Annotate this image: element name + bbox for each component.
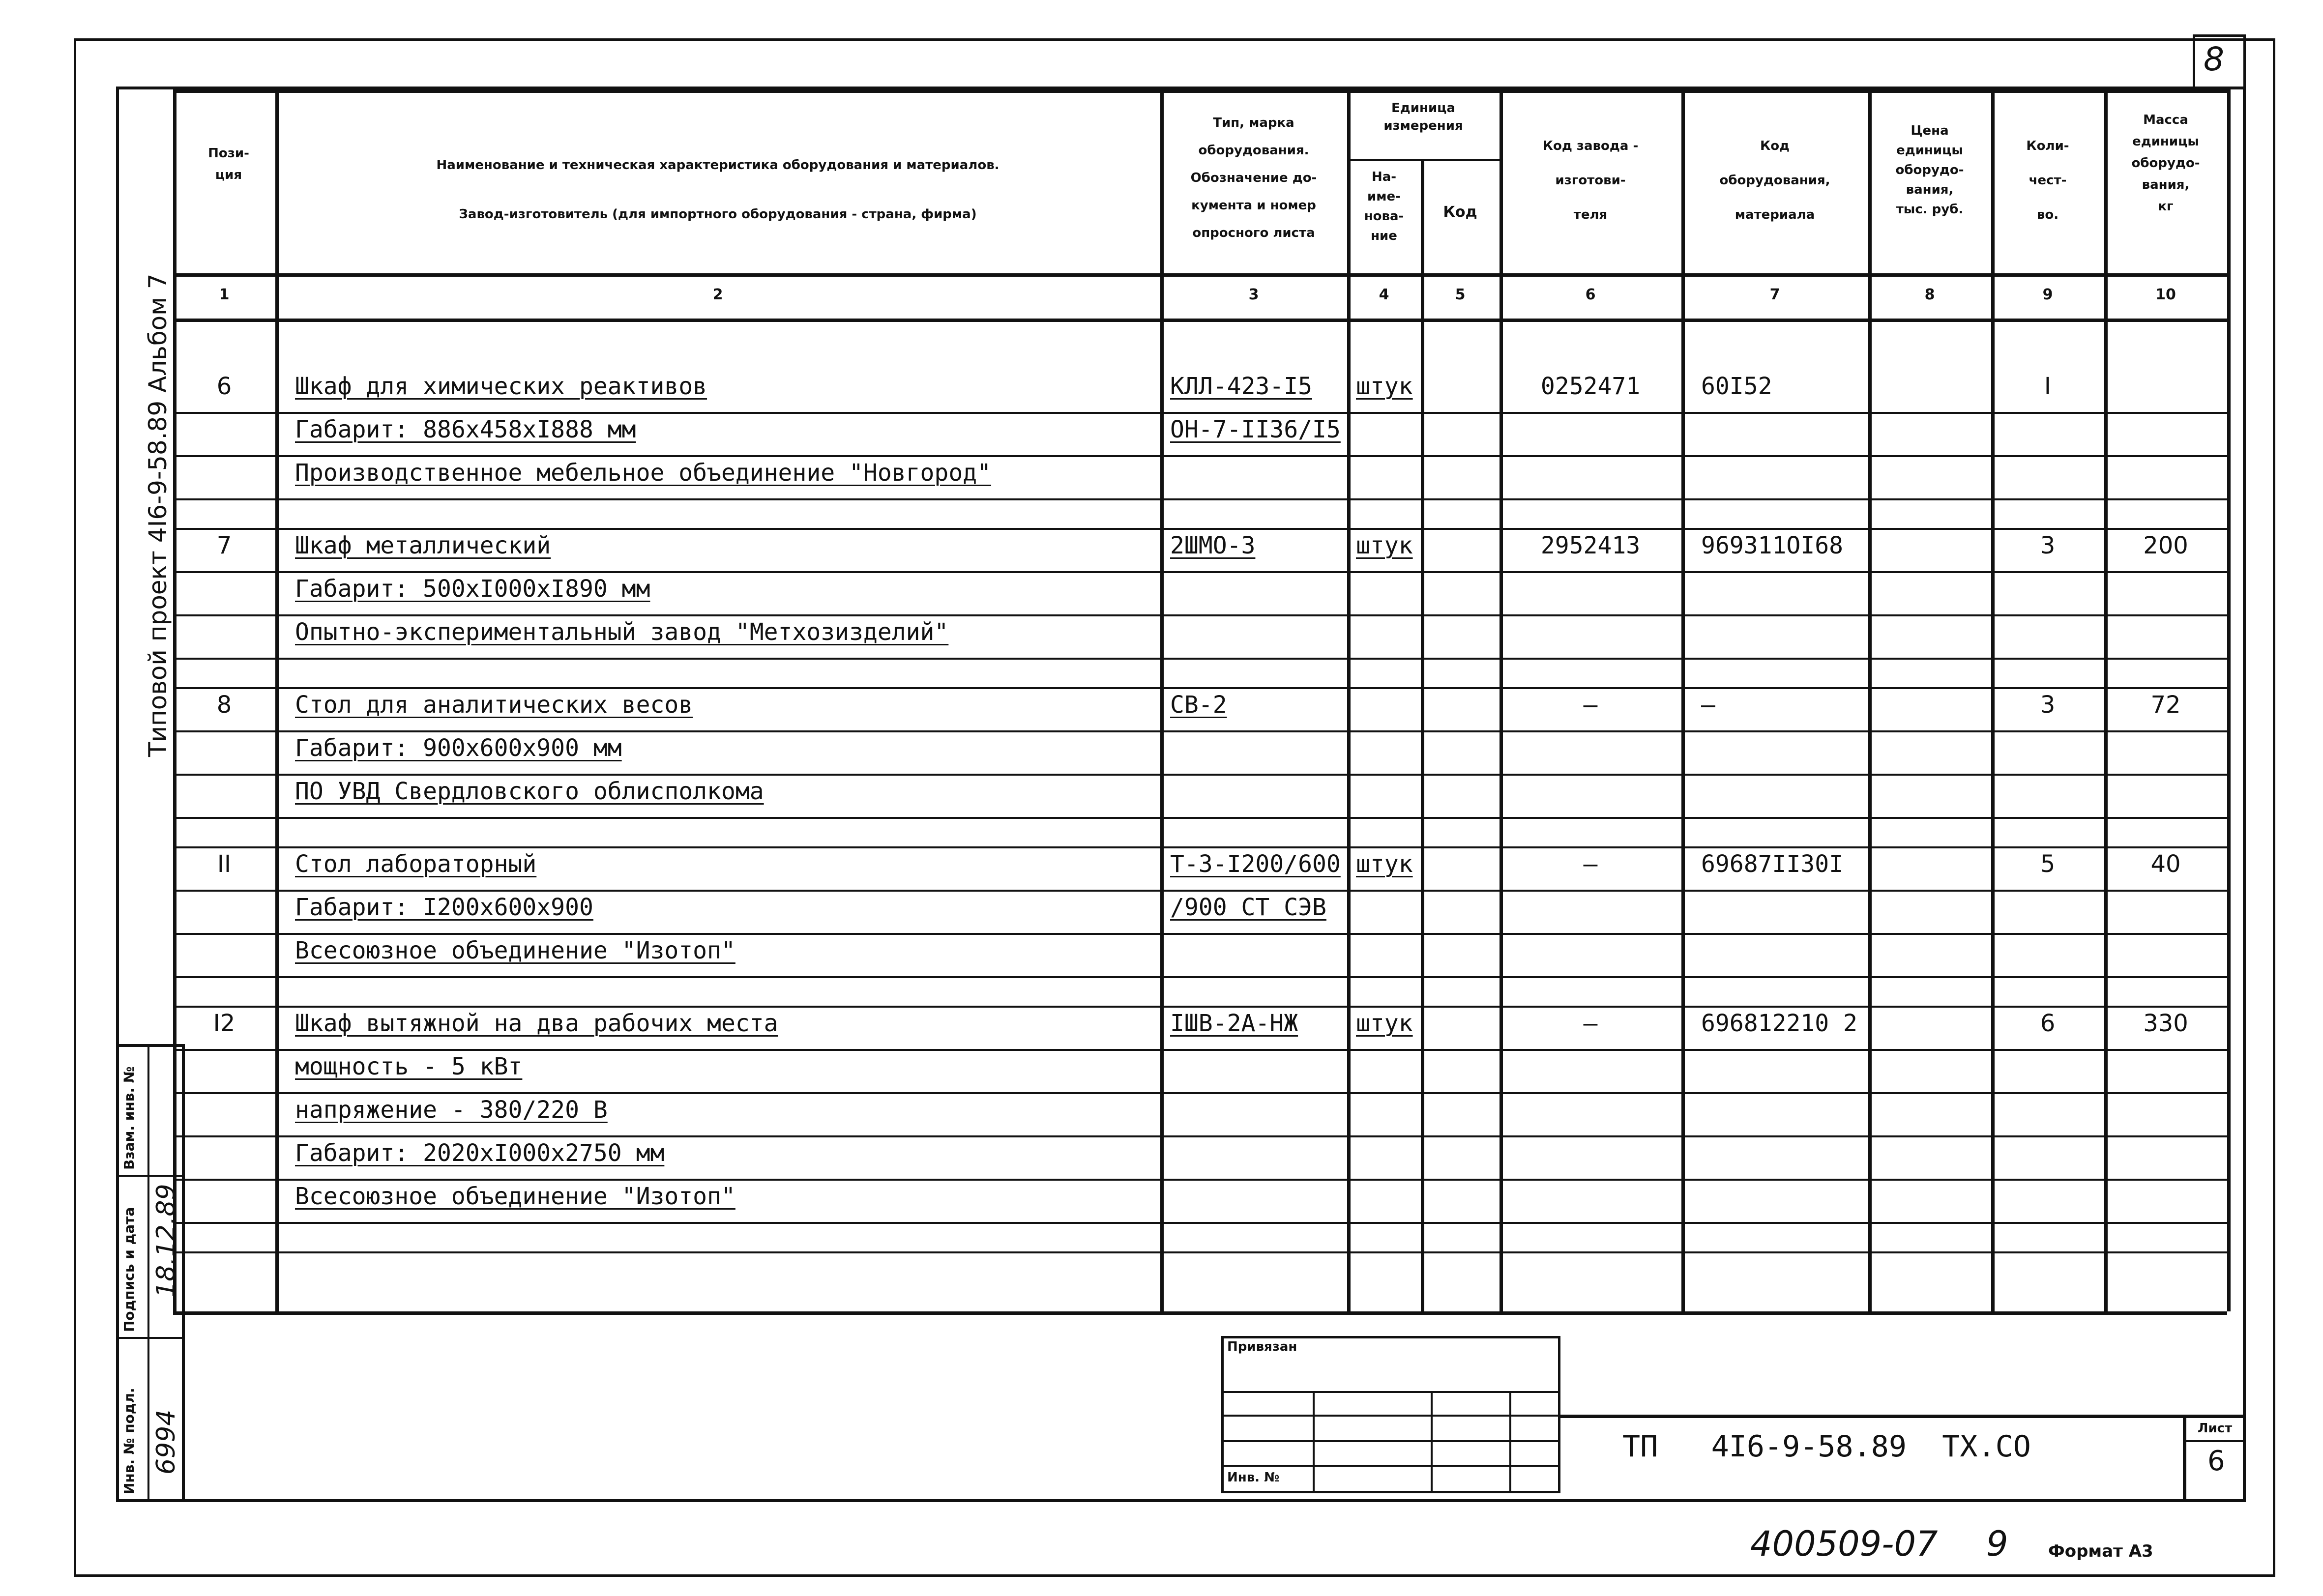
column-number: 10 [2155,286,2176,303]
row-quantity: 3 [2040,532,2056,559]
row-factory-code: — [1583,850,1598,878]
row-equip-code: 696812210 2 [1701,1010,1857,1037]
header-quantity [1991,129,2104,232]
header-line: кг [2158,199,2174,214]
inv-no-label: Инв. № [1227,1470,1280,1485]
header-line: ция [215,168,242,182]
row-line [173,730,2227,732]
column-number: 3 [1248,286,1259,303]
header-unit-name [1347,167,1421,246]
header-line: нова- [1364,209,1404,224]
row-position: II [217,850,232,878]
podpis-value: 18.12.89 [151,1184,181,1298]
row-line [173,817,2227,819]
row-type: ІШВ-2А-НЖ [1170,1010,1298,1037]
row-name: Шкаф для химических реактивов [295,373,707,400]
row-line [173,846,2227,848]
title-list-line [2183,1440,2246,1442]
left-stamp-divider [147,1044,149,1502]
header-name [275,141,1160,239]
header-line: Обозначение до- [1190,171,1317,185]
corner-number: 8 [2204,40,2224,78]
header-mass [2104,109,2227,217]
header-line: теля [1573,207,1608,222]
column-number: 4 [1379,286,1389,303]
podpis-label: Подпись и дата [121,1207,137,1332]
row-line [173,1251,2227,1253]
row-type: ОН-7-II36/I5 [1170,416,1341,443]
header-unit-code: Код [1443,203,1477,221]
row-type: /900 СТ СЭВ [1170,894,1326,921]
header-line: Единица [1391,101,1455,116]
header-line: Тип, марка [1213,116,1294,130]
header-line: ние [1371,229,1397,243]
header-line: вания, [1906,182,1954,197]
column-line [1421,159,1424,1311]
row-line [173,412,2227,414]
column-line [1347,89,1351,1311]
row-name: Производственное мебельное объединение "Новгород" [295,459,992,487]
row-line [173,1222,2227,1224]
header-line: чест- [2029,173,2067,188]
column-number: 6 [1585,286,1596,303]
row-name: Шкаф вытяжной на два рабочих места [295,1010,778,1037]
row-unit: штук [1356,532,1413,559]
row-equip-code: 69687II30I [1701,850,1843,878]
header-position [182,143,275,186]
column-line [2227,89,2231,1311]
row-equip-code: — [1701,691,1715,719]
table-top-line [173,89,2227,93]
privyazan-col [1509,1391,1511,1493]
row-quantity: 5 [2040,850,2056,878]
row-line [173,571,2227,573]
header-line: Код [1760,139,1790,153]
column-number: 9 [2042,286,2053,303]
row-name: Габарит: I200x600x900 [295,894,593,921]
column-number: 5 [1455,286,1466,303]
row-position: 6 [216,373,232,400]
header-line: Масса [2143,113,2188,127]
row-name: Стол для аналитических весов [295,691,693,719]
privyazan-col [1431,1391,1433,1493]
header-line: Пози- [208,146,249,161]
row-name: Габарит: 500xI000xI890 мм [295,575,650,603]
inv-podl-label: Инв. № подл. [121,1388,137,1494]
number-row-bottom-line [173,319,2227,322]
header-line: На- [1371,170,1397,184]
row-name: Шкаф металлический [295,532,551,559]
column-number: 1 [219,286,230,303]
header-factory-code [1500,129,1681,232]
header-line: Наименование и техническая характеристика оборудования и материалов. [436,158,1000,173]
row-factory-code: 2952413 [1540,532,1641,559]
row-type: СВ-2 [1170,691,1227,719]
header-line: во. [2036,207,2059,222]
header-line: тыс. руб. [1896,202,1964,217]
row-unit: штук [1356,850,1413,878]
vzam-inv-label: Взам. инв. № [121,1066,137,1170]
row-unit: штук [1356,1010,1413,1037]
row-name: ПО УВД Свердловского облисполкома [295,778,764,805]
column-line [1681,89,1685,1311]
row-line [173,1006,2227,1008]
header-line: оборудования. [1198,143,1309,158]
row-name: напряжение - 380/220 В [295,1096,608,1124]
row-mass: 200 [2143,532,2188,559]
row-name: Всесоюзное объединение "Изотоп" [295,937,735,964]
footer-handwritten-page: 9 [1986,1524,2008,1564]
row-line [173,1092,2227,1094]
inv-podl-value: 6994 [151,1409,181,1475]
header-type [1160,109,1347,247]
column-number: 8 [1924,286,1935,303]
row-unit: штук [1356,373,1413,400]
row-line [173,774,2227,776]
header-line: измерения [1383,118,1463,133]
row-line [173,455,2227,457]
column-line [1868,89,1872,1311]
row-equip-code: 60I52 [1701,373,1772,400]
header-line: оборудо- [1895,163,1964,177]
row-factory-code: 0252471 [1540,373,1641,400]
header-line: оборудования, [1719,173,1830,188]
side-stamp: Типовой проект 4I6-9-58.89 Альбом 7 [144,273,172,757]
row-quantity: 6 [2040,1010,2056,1037]
row-line [173,1049,2227,1051]
row-line [173,687,2227,689]
header-line: материала [1735,207,1815,222]
row-position: I2 [213,1010,235,1037]
row-line [173,933,2227,935]
column-line [1160,89,1164,1311]
privyazan-label: Привязан [1227,1339,1297,1354]
privyazan-col [1313,1391,1315,1493]
row-mass: 72 [2150,691,2181,719]
footer-handwritten-code: 400509-07 [1750,1524,1938,1564]
row-factory-code: — [1583,1010,1598,1037]
row-factory-code: — [1583,691,1598,719]
row-line [173,528,2227,530]
row-mass: 40 [2150,850,2181,878]
format-label: Формат А3 [2048,1541,2153,1561]
header-line: Завод-изготовитель (для импортного оборудования - страна, фирма) [459,207,977,222]
header-price [1868,121,1991,219]
row-name: Габарит: 900x600x900 мм [295,734,622,762]
left-stamp-line [116,1337,185,1339]
row-equip-code: 969311OI68 [1701,532,1843,559]
header-line: единицы [1896,143,1963,158]
header-line: кумента и номер [1191,198,1316,213]
row-line [173,1135,2227,1137]
row-mass: 330 [2143,1010,2188,1037]
row-position: 7 [216,532,232,559]
title-line [1560,1415,2246,1418]
header-line: вания, [2142,177,2190,192]
list-value: 6 [2207,1445,2225,1477]
list-label: Лист [2197,1421,2233,1436]
row-type: 2ШМО-3 [1170,532,1256,559]
row-line [173,976,2227,978]
row-name: Габарит: 2020xI000x2750 мм [295,1139,665,1167]
row-quantity: I [2044,373,2052,400]
row-type: КЛЛ-423-I5 [1170,373,1312,400]
row-name: мощность - 5 кВт [295,1053,523,1080]
header-line: Цена [1911,123,1949,138]
header-line: опросного листа [1192,226,1315,240]
header-bottom-line [173,273,2227,277]
header-line: единицы [2132,134,2199,149]
header-line: изготови- [1555,173,1626,188]
row-line [173,614,2227,616]
document-code: ТП 4I6-9-58.89 ТХ.СО [1622,1429,2031,1464]
table-bottom-line [173,1311,2227,1315]
row-line [173,1179,2227,1181]
row-type: Т-3-I200/600 [1170,850,1341,878]
header-equip-code [1681,129,1868,232]
row-name: Опытно-экспериментальный завод "Метхозизделий" [295,618,949,646]
row-line [173,498,2227,500]
header-line: Коли- [2026,139,2069,153]
header-line: оборудо- [2131,156,2200,171]
row-line [173,658,2227,660]
row-line [173,890,2227,892]
column-line [275,89,279,1311]
column-number: 7 [1769,286,1780,303]
row-position: 8 [216,691,232,719]
column-number: 2 [712,286,723,303]
row-name: Стол лабораторный [295,850,537,878]
header-line: Код завода - [1542,139,1639,153]
header-unit-group [1347,99,1500,135]
header-line: име- [1367,189,1401,204]
column-line [1500,89,1503,1311]
row-name: Габарит: 886x458xI888 мм [295,416,636,443]
row-name: Всесоюзное объединение "Изотоп" [295,1183,735,1210]
row-quantity: 3 [2040,691,2056,719]
